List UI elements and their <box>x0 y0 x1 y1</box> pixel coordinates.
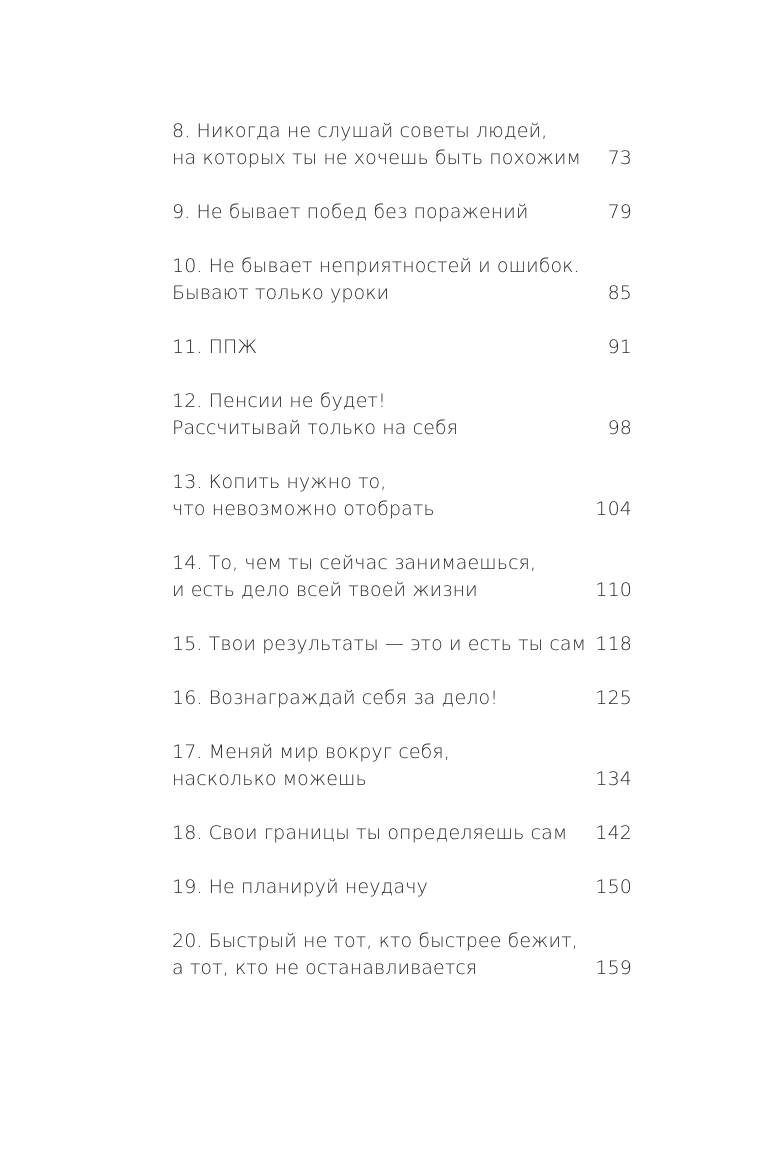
toc-entry <box>172 253 632 307</box>
toc-entry-page-number: 104 <box>595 498 632 520</box>
toc-entry-page-number: 91 <box>607 336 632 358</box>
toc-entry-title-line: 14. То, чем ты сейчас занимаешься, <box>172 552 537 574</box>
toc-entry-page-number: 98 <box>607 417 632 439</box>
toc-entry <box>172 118 632 172</box>
toc-entry-page-number: 85 <box>607 282 632 304</box>
toc-entry-page-number: 79 <box>607 201 632 223</box>
toc-entry <box>172 388 632 442</box>
toc-entry <box>172 550 632 604</box>
toc-entry-page-number: 142 <box>595 822 632 844</box>
toc-entry-title-line: Рассчитывай только на себя <box>172 417 459 439</box>
toc-entry <box>172 334 632 361</box>
toc-entry <box>172 874 632 901</box>
toc-entry-page-number: 73 <box>607 147 632 169</box>
toc-entry-title-line: 16. Вознаграждай себя за дело! <box>172 687 498 709</box>
toc-entry <box>172 739 632 793</box>
toc-entry <box>172 820 632 847</box>
toc-entry-title-line: 15. Твои результаты — это и есть ты сам <box>172 633 587 655</box>
toc-entry-title-line: 17. Меняй мир вокруг себя, <box>172 741 450 763</box>
toc-entry-title-line: насколько можешь <box>172 768 367 790</box>
toc-entry-page-number: 159 <box>595 957 632 979</box>
toc-entry <box>172 685 632 712</box>
table-of-contents <box>172 118 632 1009</box>
toc-entry-title-line: а тот, кто не останавливается <box>172 957 478 979</box>
toc-entry-page-number: 134 <box>595 768 632 790</box>
toc-entry-title-line: 18. Свои границы ты определяешь сам <box>172 822 568 844</box>
toc-entry <box>172 469 632 523</box>
toc-entry-title-line: и есть дело всей твоей жизни <box>172 579 478 601</box>
toc-entry-title-line: 11. ППЖ <box>172 336 258 358</box>
toc-entry-page-number: 118 <box>595 633 632 655</box>
toc-entry <box>172 631 632 658</box>
toc-entry <box>172 928 632 982</box>
toc-entry-page-number: 150 <box>595 876 632 898</box>
toc-entry-title-line: 19. Не планируй неудачу <box>172 876 428 898</box>
toc-entry-title-line: 13. Копить нужно то, <box>172 471 387 493</box>
toc-entry-title-line: Бывают только уроки <box>172 282 390 304</box>
toc-entry-title-line: на которых ты не хочешь быть похожим <box>172 147 581 169</box>
toc-entry-title-line: 9. Не бывает побед без поражений <box>172 201 529 223</box>
toc-entry-title-line: 10. Не бывает неприятностей и ошибок. <box>172 255 580 277</box>
toc-entry-title-line: что невозможно отобрать <box>172 498 435 520</box>
toc-entry-title-line: 12. Пенсии не будет! <box>172 390 386 412</box>
toc-entry <box>172 199 632 226</box>
toc-entry-page-number: 125 <box>595 687 632 709</box>
toc-entry-title-line: 8. Никогда не слушай советы людей, <box>172 120 548 142</box>
toc-entry-page-number: 110 <box>595 579 632 601</box>
toc-entry-title-line: 20. Быстрый не тот, кто быстрее бежит, <box>172 930 578 952</box>
